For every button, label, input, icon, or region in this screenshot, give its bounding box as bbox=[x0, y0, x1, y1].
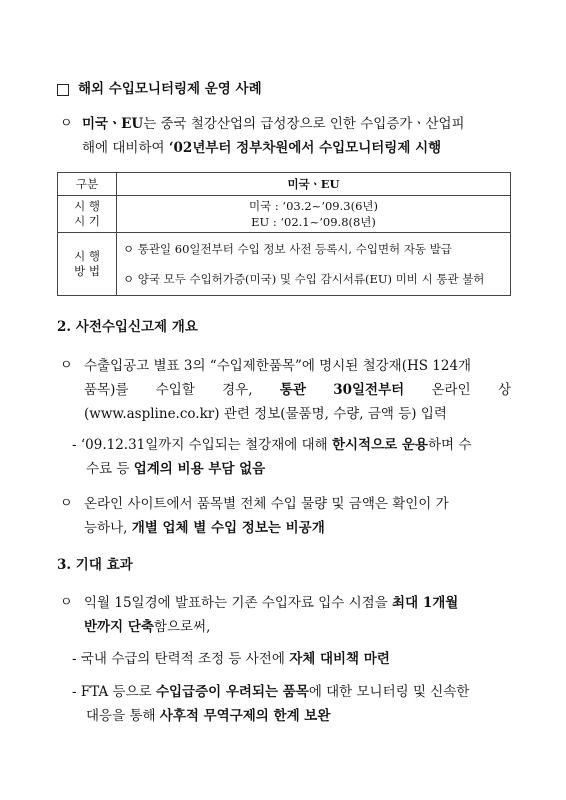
highlight-text: 한시적으로 운용 bbox=[331, 437, 428, 453]
table-row-label bbox=[58, 196, 117, 233]
section2-p1-line1: 수출입공고 별표 3의 “수입제한품목”에 명시된 철강재(HS 124개 bbox=[84, 358, 472, 374]
word: 상 bbox=[497, 382, 511, 398]
body-text: 함으로써, bbox=[153, 619, 211, 635]
method-item: ㅇ 양국 모두 수입허가증(미국) 및 수입 감시서류(EU) 미비 시 통관 불허 bbox=[123, 272, 485, 286]
section3-p3-line2 bbox=[86, 705, 330, 727]
body-text: 하며 수 bbox=[427, 437, 472, 453]
table-row bbox=[58, 196, 511, 233]
highlight-text: 최대 1개월 bbox=[392, 595, 459, 611]
method-item: ㅇ 통관일 60일전부터 수입 정보 사전 등록시, 수입면허 자동 발급 bbox=[123, 242, 452, 256]
word: 수입할 bbox=[155, 382, 195, 398]
section3-p1-line1 bbox=[84, 592, 458, 614]
table-header-cell: 구분 bbox=[58, 173, 117, 196]
body-text: 해에 대비하여 bbox=[82, 140, 169, 156]
label-line: 시 기 bbox=[74, 214, 100, 228]
highlight-text: 자체 대비책 마련 bbox=[289, 651, 390, 667]
section3-heading: 3. 기대 효과 bbox=[57, 557, 133, 573]
section1-heading: 해외 수입모니터링제 운영 사례 bbox=[78, 81, 262, 97]
word: 온라인 bbox=[431, 382, 471, 398]
table-header-row bbox=[58, 173, 511, 196]
word: 품목)를 bbox=[84, 382, 129, 398]
label-line: 시 행 bbox=[74, 199, 100, 213]
label-line: 방 법 bbox=[74, 264, 100, 278]
period-line: 미국 : ‘03.2~’09.3(6년) bbox=[249, 199, 378, 213]
highlight-word: 30일전부터 bbox=[333, 382, 405, 398]
checkbox-icon bbox=[57, 84, 69, 96]
highlight-text: 수입급증이 우려되는 품목 bbox=[155, 684, 309, 700]
highlight-text: 개별 업체 별 수입 정보는 비공개 bbox=[131, 520, 325, 536]
period-line: EU : ‘02.1~’09.8(8년) bbox=[251, 215, 376, 229]
section2-p1-line3: (www.aspline.co.kr) 관련 정보(물품명, 수량, 금액 등) 입력 bbox=[84, 406, 447, 422]
table-row bbox=[58, 233, 511, 296]
section3-p1-line2 bbox=[84, 616, 210, 638]
section3-p3-line1 bbox=[72, 681, 469, 703]
highlight-word: 통관 bbox=[279, 382, 306, 398]
bullet-icon: ㅇ bbox=[60, 595, 73, 610]
body-text: - ‘09.12.31일까지 수입되는 철강재에 대해 bbox=[72, 437, 332, 453]
body-text: 대응을 통해 bbox=[86, 708, 160, 724]
word: 경우, bbox=[222, 382, 253, 398]
section2-p2-line1 bbox=[72, 434, 471, 456]
body-text: - 국내 수급의 탄력적 조정 등 사전에 bbox=[72, 651, 290, 667]
body-text: 는 중국 철강산업의 급성장으로 인한 수입증가ㆍ산업피 bbox=[143, 116, 465, 132]
section2-p1-line2 bbox=[84, 379, 511, 401]
body-text: 에 대한 모니터링 및 신속한 bbox=[308, 684, 470, 700]
section3-p2 bbox=[72, 648, 390, 670]
bullet-icon: ㅇ bbox=[60, 496, 73, 511]
table-row-label bbox=[58, 233, 117, 296]
body-text: 익월 15일경에 발표하는 기존 수입자료 입수 시점을 bbox=[84, 595, 393, 611]
body-text: 수료 등 bbox=[86, 461, 134, 477]
bullet-icon: ㅇ bbox=[60, 358, 73, 373]
highlight-text: 반까지 단축 bbox=[84, 619, 154, 635]
highlight-text: 업계의 비용 부담 없음 bbox=[133, 461, 266, 477]
section1-line2 bbox=[82, 137, 441, 159]
section2-heading: 2. 사전수입신고제 개요 bbox=[57, 319, 198, 335]
section2-p2-line2 bbox=[86, 458, 265, 480]
table-cell bbox=[117, 196, 511, 233]
comparison-table bbox=[57, 172, 511, 296]
body-text: 능하나, bbox=[84, 520, 132, 536]
bullet-icon: ㅇ bbox=[60, 116, 73, 131]
label-line: 시 행 bbox=[74, 249, 100, 263]
table-header-cell: 미국ㆍEU bbox=[117, 173, 511, 196]
section2-p3-line2 bbox=[84, 517, 325, 539]
section2-p3-line1: 온라인 사이트에서 품목별 전체 수입 물량 및 금액은 확인이 가 bbox=[84, 496, 449, 512]
highlight-text: 사후적 무역구제의 한계 보완 bbox=[159, 708, 331, 724]
highlight-text: ‘02년부터 정부차원에서 수입모니터링제 시행 bbox=[168, 140, 442, 156]
highlight-text: 미국ㆍEU bbox=[82, 116, 144, 132]
section1-line1 bbox=[82, 113, 465, 135]
body-text: - FTA 등으로 bbox=[72, 684, 156, 700]
table-cell bbox=[117, 233, 511, 296]
